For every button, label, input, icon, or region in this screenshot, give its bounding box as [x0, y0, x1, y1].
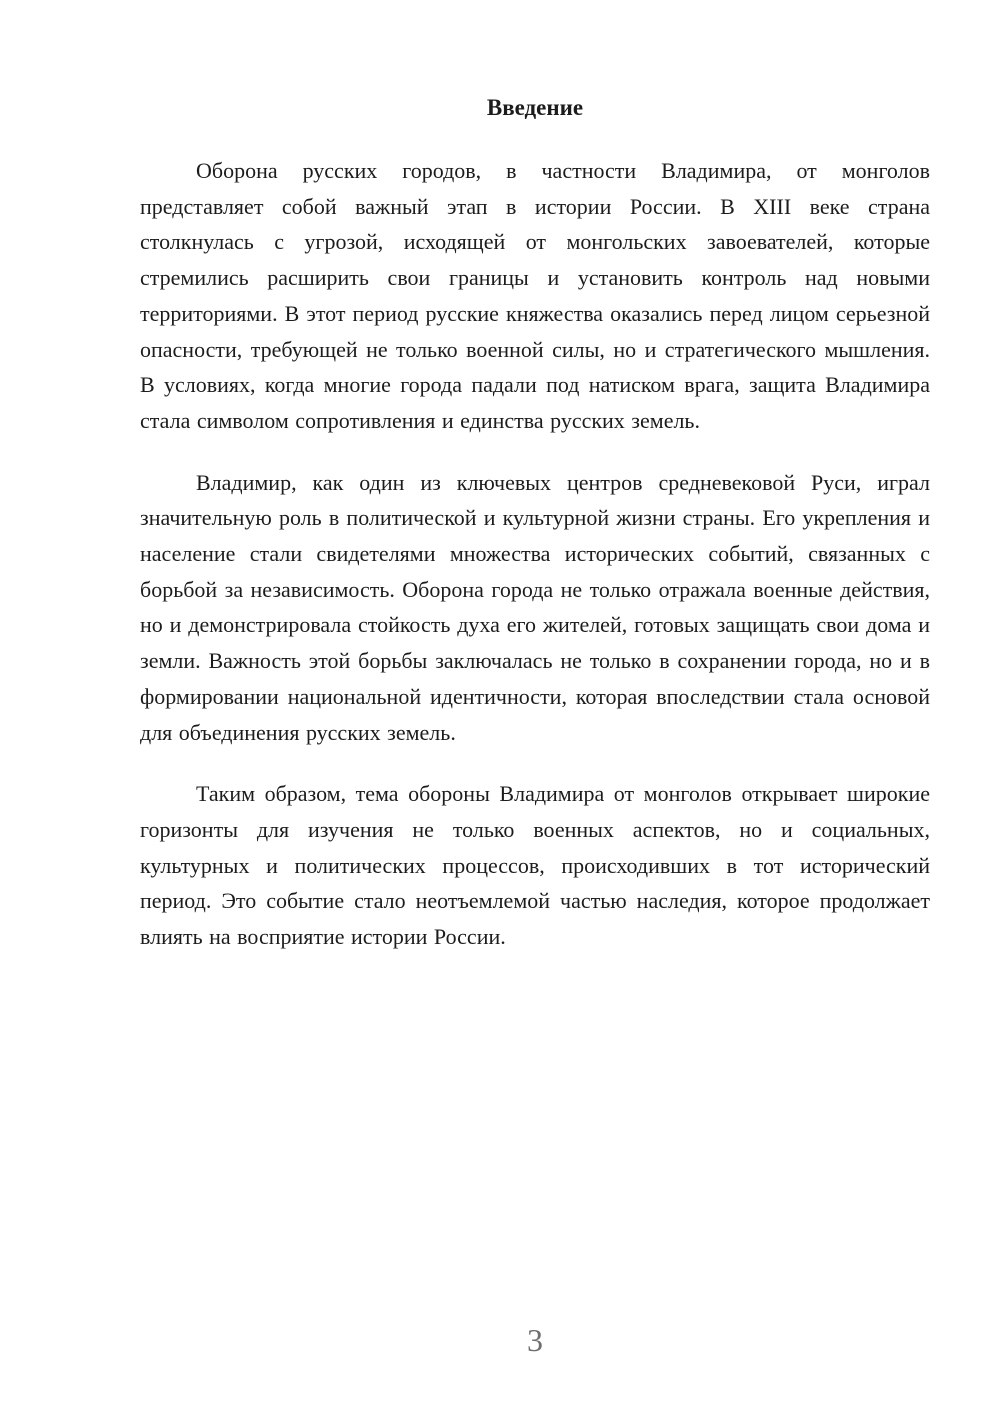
paragraph-intro-1: Оборона русских городов, в частности Владимира, от монголов представляет собой важный этап в истории России. В XIII веке страна столкнулась с угрозой, исходящей от монгольских завоевателей, которые стремились расширить свои границы и установить контроль над новыми территориями. В этот период русские княжества оказались перед лицом серьезной опасности, требующей не только военной силы, но и стратегического мышления. В условиях, когда многие города падали под натиском врага, защита Владимира стала символом сопротивления и единства русских земель. — [140, 158, 930, 433]
page-number: 3 — [527, 1322, 543, 1358]
paragraph-intro-2: Владимир, как один из ключевых центров средневековой Руси, играл значительную роль в политической и культурной жизни страны. Его укрепления и население стали свидетелями множества исторических событий, связанных с борьбой за независимость. Оборона города не только отражала военные действия, но и демонстрировала стойкость духа его жителей, готовых защищать свои дома и земли. Важность этой борьбы заключалась не только в сохранении города, но и в формировании национальной идентичности, которая впоследствии стала основой для объединения русских земель. — [140, 469, 930, 745]
document-body — [140, 90, 930, 981]
paragraph-intro-3: Таким образом, тема обороны Владимира от монголов открывает широкие горизонты для изучения не только военных аспектов, но и социальных, культурных и политических процессов, происходивших в тот исторический период. Это событие стало неотъемлемой частью наследия, которое продолжает влиять на восприятие истории России. — [140, 781, 930, 950]
section-title: Введение — [486, 95, 584, 120]
